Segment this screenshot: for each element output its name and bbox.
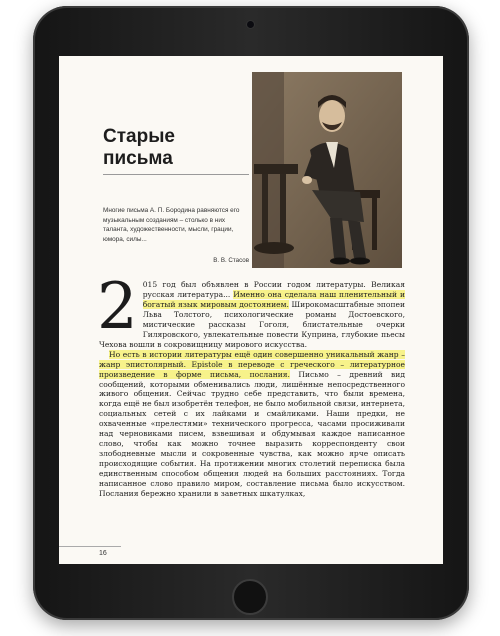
footer-divider <box>59 546 121 547</box>
paragraph-1 <box>97 270 405 350</box>
highlighted-quote-1[interactable]: Именно она сделала наш пленительный и богатый язык мировым достоянием. <box>142 289 405 309</box>
title-line-2: письма <box>103 148 173 169</box>
paragraph-1-rest: Широкомасштабные эпопеи Льва Толстого, психологические романы Достоевского, мистические рассказы Гоголя, блистательные очерки Гиляровского, увлекательные повести Куприна, глубокие пьесы Чехова вошли в сокровищницу мирового искусства. <box>99 299 405 349</box>
article-title <box>103 126 243 170</box>
tablet-device <box>33 6 469 620</box>
epigraph: Многие письма А. П. Бородина равняются его музыкальным созданиям – столько в них таланта, художественности, мысли, грации, юмора, силы... <box>103 207 240 243</box>
highlighted-quote-2[interactable]: Но есть в истории литературы ещё один совершенно уникальный жанр – жанр эпистолярный. Epistole в переводе с греческого – литературное произведение в форме письма, послания. <box>99 349 405 379</box>
home-button[interactable] <box>232 579 268 615</box>
portrait-photo <box>252 72 402 268</box>
reader-screen[interactable] <box>59 56 443 564</box>
paragraph-2-rest: Письмо – древний вид сообщений, которыми обменивались люди, лишённые непосредственного живого общения. Сейчас трудно себе представить, что были времена, когда ещё не был изобретён телефон, не было мобильной связи, интернета, социальных сетей с их лайками и смайликами. Наши предки, не охваченные «прелестями» технического прогресса, часами просиживали над черновиками писем, взвешивая и обдумывая каждое написанное слово, чтобы как можно точнее выразить корреспонденту свои злободневные мысли и сокровенные чувства, как можно ярче описать происходящие события. На протяжении многих столетий переписка была единственным способом общения людей на больших расстояниях. Тогда написанное слово правило миром, составление письма было искусством. Послания бережно хранили в заветных шкатулках, <box>99 369 405 499</box>
title-divider <box>103 174 249 175</box>
camera-icon <box>247 21 254 28</box>
paragraph-2 <box>99 350 405 499</box>
portrait-illustration <box>252 72 402 268</box>
article-body[interactable] <box>97 270 405 499</box>
epigraph-author: В. В. Стасов <box>213 257 249 264</box>
drop-cap: 2 <box>97 270 138 344</box>
title-line-1: Старые <box>103 126 175 147</box>
page-number: 16 <box>99 550 107 557</box>
paragraph-1-text: 015 год был объявлен в России годом литературы. Великая русская литература... <box>142 280 405 299</box>
